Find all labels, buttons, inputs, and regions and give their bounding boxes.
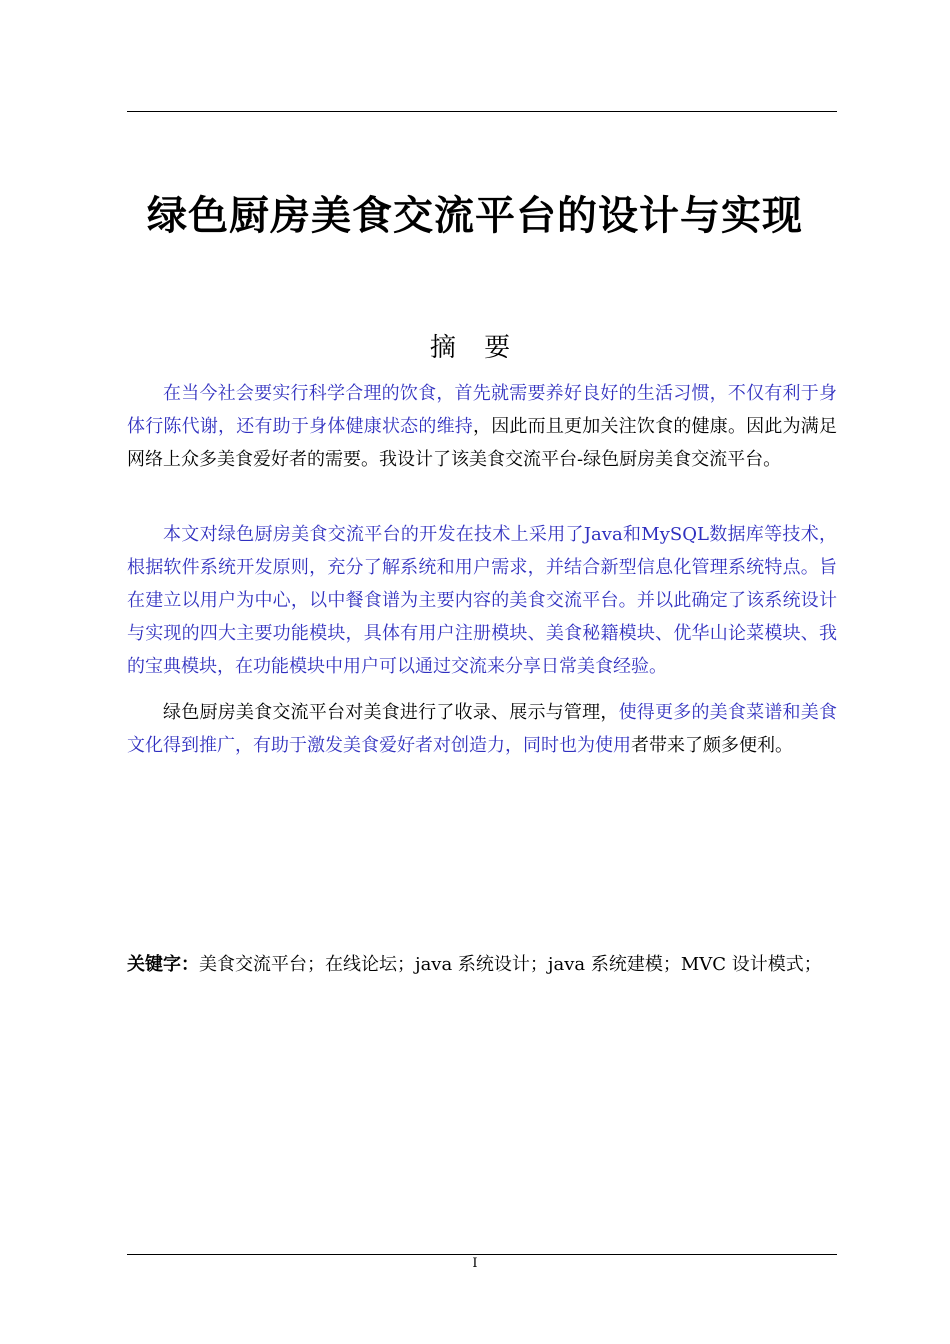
abstract-heading: 摘 要 <box>429 333 521 363</box>
document-title: 绿色厨房美食交流平台的设计与实现 <box>147 192 803 239</box>
page-number: I <box>472 1256 478 1271</box>
abstract-paragraph-3 <box>127 696 837 762</box>
header-rule <box>127 111 837 112</box>
keywords-line <box>127 948 837 981</box>
paragraph-text-segment: 在当今社会要实行科学合理的饮食，首先就需要养好良好的生活习惯，不仅有利于身体行陈代谢，还有助于身体健康状态的维持 <box>127 383 837 437</box>
paragraph-text-segment: 使得更多的美食菜谱和美食文化得到推广，有助于激发美食爱好者对创造力，同时也为使用 <box>127 702 838 756</box>
paragraph-text-segment: 绿色厨房美食交流平台对美食进行了收录、展示与管理， <box>163 702 619 723</box>
paragraph-text-segment: ，因此而且更加关注饮食的健康。因此为满足网络上众多美食爱好者的需要。我设计了该美食交流平台-绿色厨房美食交流平台。 <box>127 416 837 470</box>
paragraph-text-segment: 者带来了颇多便利。 <box>631 735 793 756</box>
paragraph-text-segment: 本文对绿色厨房美食交流平台的开发在技术上采用了Java和MySQL数据库等技术，根据软件系统开发原则，充分了解系统和用户需求，并结合新型信息化管理系统特点。旨在建立以用户为中心，以中餐食谱为主要内容的美食交流平台。并以此确定了该系统设计与实现的四大主要功能模块，具体有用户注册模块、美食秘籍模块、优华山论菜模块、我的宝典模块，在功能模块中用户可以通过交流来分享日常美食经验。 <box>127 524 837 677</box>
footer-rule <box>127 1254 837 1255</box>
keywords-text: 美食交流平台；在线论坛；java 系统设计；java 系统建模；MVC 设计模式； <box>199 954 822 975</box>
abstract-paragraph-1 <box>127 377 837 476</box>
keywords-label: 关键字： <box>127 954 199 975</box>
abstract-paragraph-2 <box>127 518 837 683</box>
